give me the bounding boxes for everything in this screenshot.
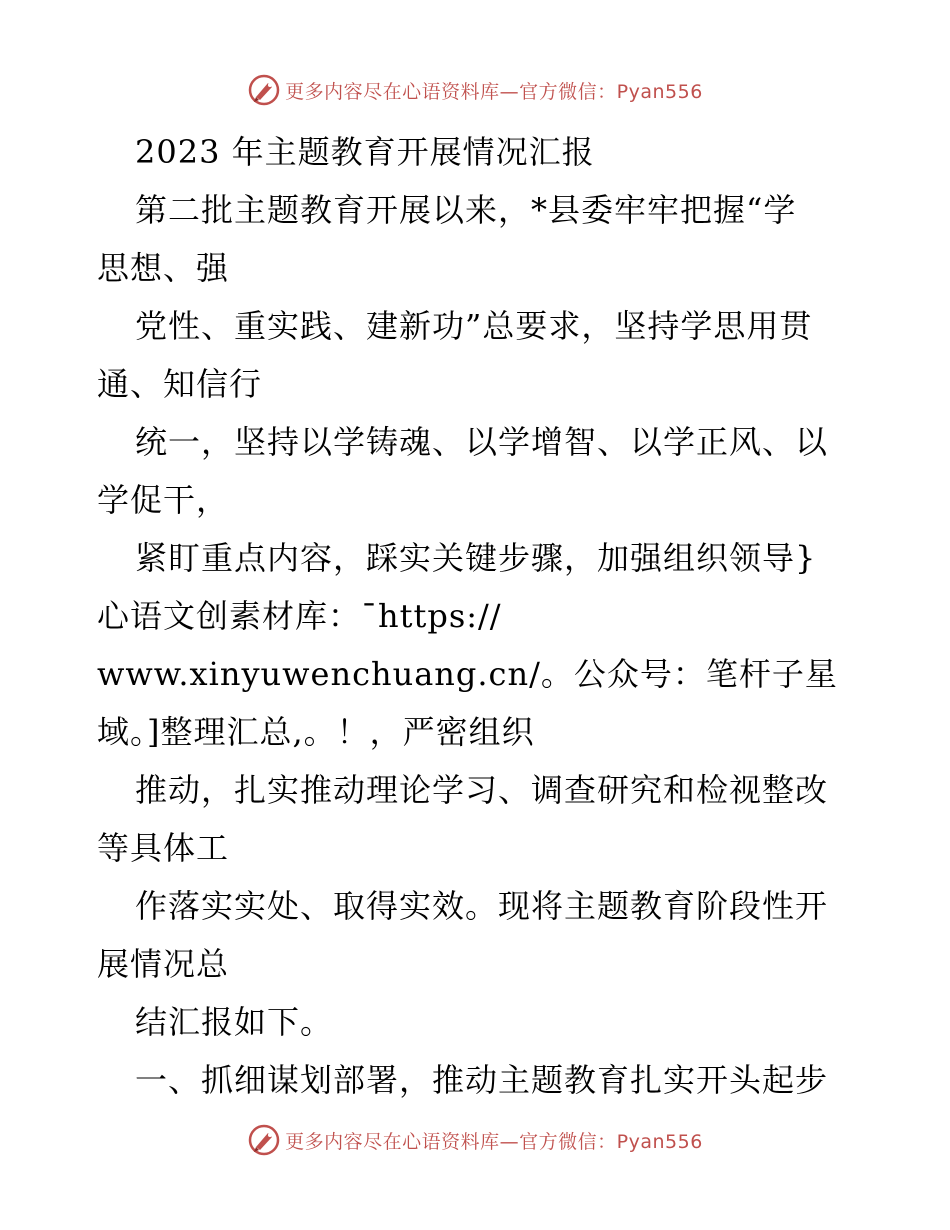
- paragraph-line: 展情况总: [97, 945, 230, 983]
- footer-watermark-banner: [0, 1120, 950, 1160]
- paragraph-line: 紧盯重点内容，踩实关键步骤，加强组织领导}: [135, 539, 817, 577]
- paragraph-line: 学促干，: [97, 481, 230, 519]
- paragraph-line: 第二批主题教育开展以来，*县委牢牢把握“学: [135, 191, 797, 229]
- paragraph-line: 推动，扎实推动理论学习、调查研究和检视整改: [135, 771, 829, 809]
- header-watermark-banner: [0, 70, 950, 110]
- paragraph-line: www.xinyuwenchuang.cn/。公众号：笔杆子星: [97, 655, 838, 693]
- paragraph-line: 心语文创素材库：¯https://: [97, 597, 502, 635]
- header-watermark-text: 更多内容尽在心语资料库—官方微信：Pyan556: [285, 80, 703, 103]
- paragraph-line: 统一，坚持以学铸魂、以学增智、以学正风、以: [135, 423, 829, 461]
- pen-logo-icon: [247, 73, 281, 107]
- paragraph-line: 结汇报如下。: [135, 1003, 334, 1041]
- paragraph-line: 党性、重实践、建新功”总要求，坚持学思用贯: [135, 307, 813, 345]
- paragraph-line: 一、抓细谋划部署，推动主题教育扎实开头起步: [135, 1061, 829, 1099]
- pen-logo-icon: [247, 1123, 281, 1157]
- document-title: 2023 年主题教育开展情况汇报: [135, 133, 595, 171]
- paragraph-line: 域。]整理汇总,。！，严密组织: [97, 713, 535, 751]
- paragraph-line: 等具体工: [97, 829, 230, 867]
- document-body: [97, 123, 877, 1109]
- footer-watermark-text: 更多内容尽在心语资料库—官方微信：Pyan556: [285, 1130, 703, 1153]
- paragraph-line: 通、知信行: [97, 365, 263, 403]
- paragraph-line: 作落实实处、取得实效。现将主题教育阶段性开: [135, 887, 829, 925]
- paragraph-line: 思想、强: [97, 249, 230, 287]
